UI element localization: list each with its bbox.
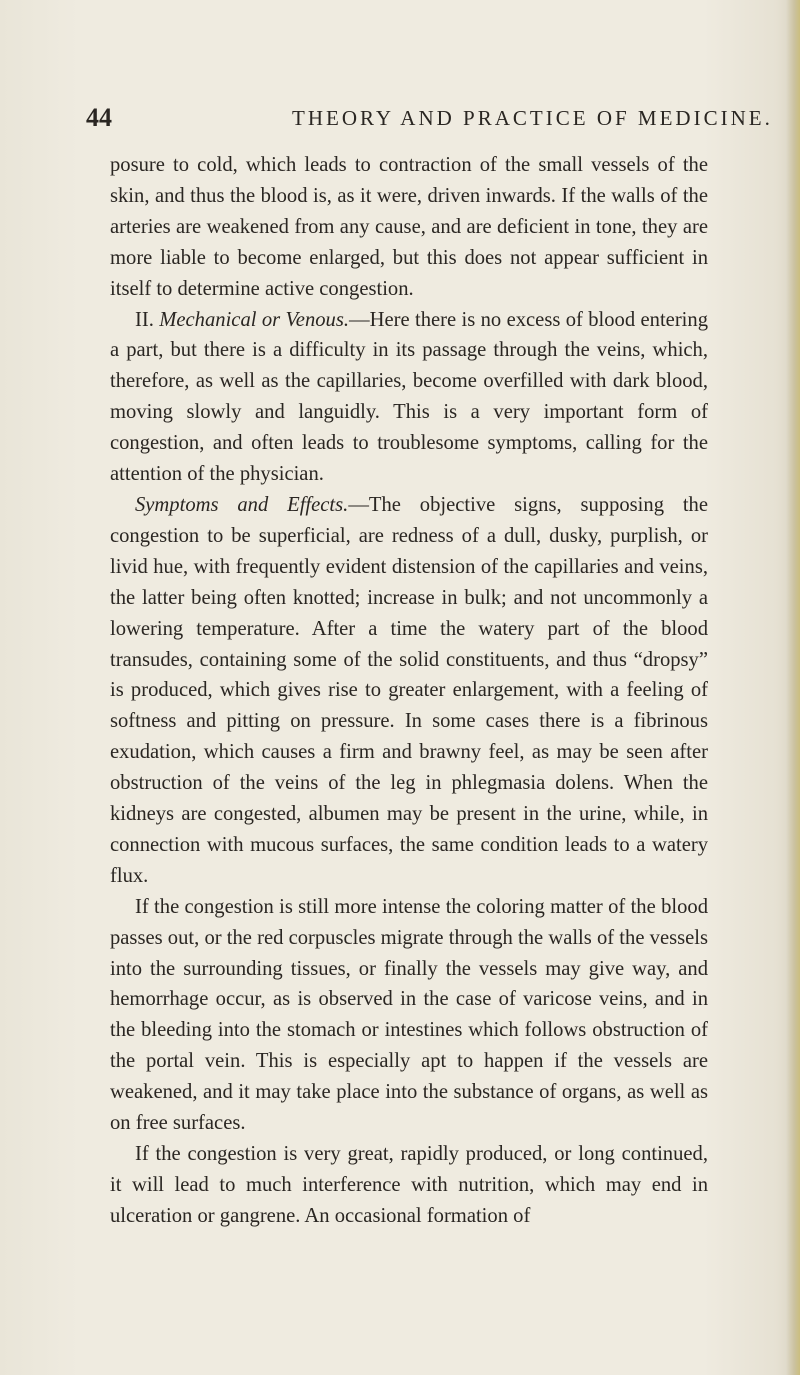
section-number: II.	[135, 308, 154, 331]
running-head: THEORY AND PRACTICE OF MEDICINE.	[292, 106, 773, 130]
page-edge-shadow	[786, 0, 800, 1375]
body-text	[110, 150, 708, 1232]
run-in-heading: Symptoms and Effects.	[135, 493, 349, 516]
page-number: 44	[86, 103, 112, 132]
paragraph-text: —Here there is no excess of blood entering a part, but there is a difficulty in its passage through the veins, which, therefore, as well as the capillaries, become overfilled with dark blood, moving slowly and languidly. This is a very important form of congestion, and often leads to troublesome symptoms, calling for the attention of the physician.	[110, 308, 708, 486]
section-heading: Mechanical or Venous.	[159, 308, 350, 331]
paragraph-text: If the congestion is very great, rapidly produced, or long continued, it will lead to much interference with nutrition, which may end in ulceration or gangrene. An occasional formation of	[110, 1143, 708, 1227]
paragraph-text: —The objective signs, supposing the congestion to be superficial, are redness of a dull, dusky, purplish, or livid hue, with frequently evident distension of the capillaries and veins, the latter being often knotted; increase in bulk; and not uncommonly a lowering temperature. After a time the watery part of the blood transudes, containing some of the solid constituents, and thus “dropsy” is produced, which gives rise to greater enlargement, with a feeling of softness and pitting on pressure. In some cases there is a fibrinous exudation, which causes a firm and brawny feel, as may be seen after obstruction of the veins of the leg in phlegmasia dolens. When the kidneys are congested, albumen may be present in the urine, while, in connection with mucous surfaces, the same condition leads to a watery flux.	[110, 493, 708, 887]
page-header	[86, 98, 773, 138]
paragraph-intense-congestion	[110, 892, 708, 1139]
paragraph-symptoms	[110, 490, 708, 892]
paragraph-great-congestion	[110, 1139, 708, 1232]
paragraph-text: If the congestion is still more intense the coloring matter of the blood passes out, or the red corpuscles migrate through the walls of the vessels into the surrounding tissues, or finally the vessels may give way, and hemorrhage occur, as is observed in the case of varicose veins, and in the bleeding into the stomach or intestines which follows obstruction of the portal vein. This is especially apt to happen if the vessels are weakened, and it may take place into the substance of organs, as well as on free surfaces.	[110, 895, 708, 1135]
paragraph-section-mechanical	[110, 305, 708, 490]
paragraph-text: posure to cold, which leads to contraction of the small vessels of the skin, and thus the blood is, as it were, driven inwards. If the walls of the arteries are weakened from any cause, and are deficient in tone, they are more liable to become enlarged, but this does not appear sufficient in itself to determine active congestion.	[110, 154, 708, 300]
paragraph-continuation	[110, 150, 708, 305]
